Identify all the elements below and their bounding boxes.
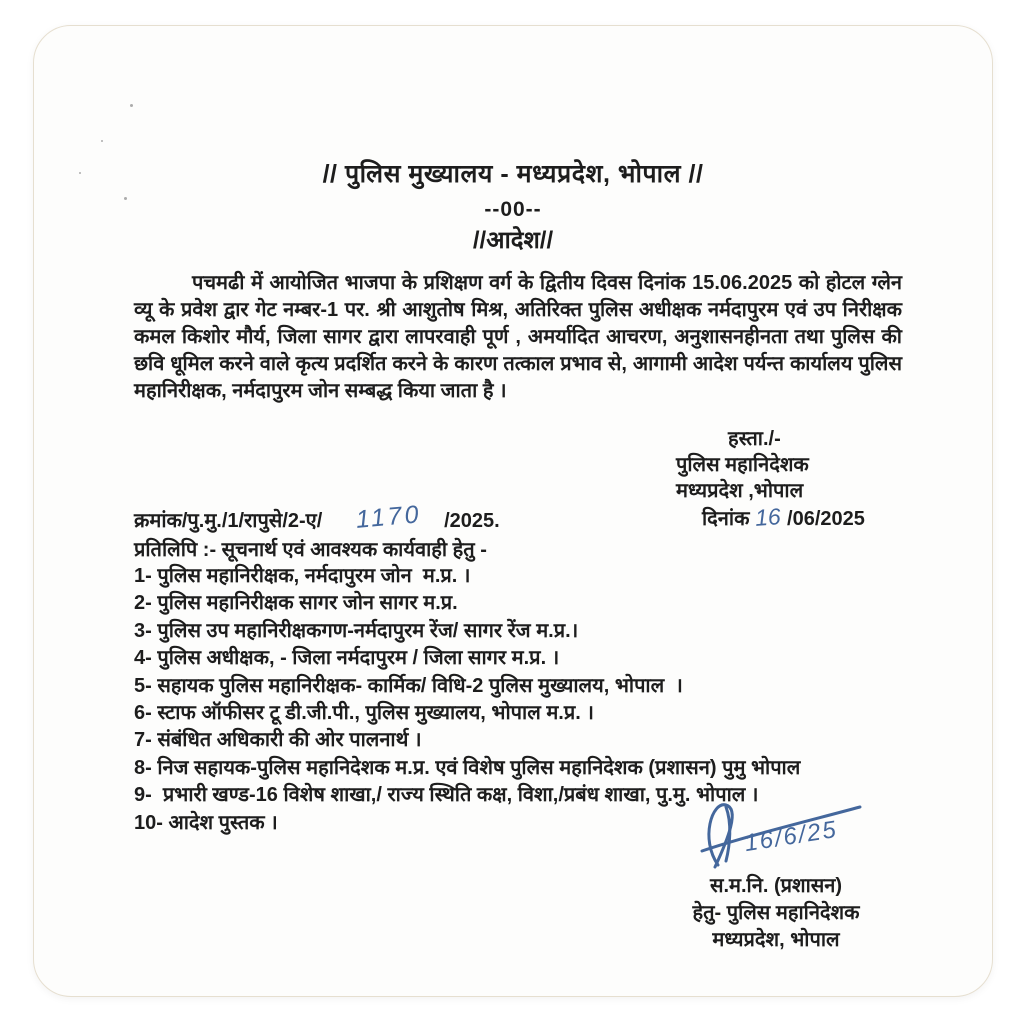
- distribution-item: 10- आदेश पुस्तक ।: [134, 811, 278, 834]
- order-date-line: [676, 504, 926, 532]
- distribution-item: 5- सहायक पुलिस महानिरीक्षक- कार्मिक/ विधि-2 पुलिस मुख्यालय, भोपाल ।: [134, 674, 683, 697]
- handwritten-reference-number: 1170: [354, 500, 423, 534]
- distribution-item: 8- निज सहायक-पुलिस महानिदेशक म.प्र. एवं विशेष पुलिस महानिदेशक (प्रशासन) पुमु भोपाल: [134, 756, 801, 779]
- order-body-paragraph: पचमढी में आयोजित भाजपा के प्रशिक्षण वर्ग के द्वितीय दिवस दिनांक 15.06.2025 को होटल ग्लेन व्यू के प्रवेश द्वार गेट नम्बर-1 पर. श्री आशुतोष मिश्र, अतिरिक्त पुलिस अधीक्षक नर्मदापुरम एवं उप निरीक्षक कमल किशोर मौर्य, जिला सागर द्वारा लापरवाही पूर्ण , अमर्यादित आचरण, अनुशासनहीनता तथा पुलिस की छवि धूमिल करने वाले कृत्य प्रदर्शित करने के कारण तत्काल प्रभाव से, आगामी आदेश पर्यन्त कार्यालय पुलिस महानिरीक्षक, नर्मदापुरम जोन सम्बद्ध किया जाता है ।: [134, 272, 902, 402]
- scan-speck: [124, 197, 127, 200]
- signing-officer-block: [626, 789, 926, 954]
- scanned-document-page: [33, 25, 993, 997]
- handwritten-date-day: 16: [754, 503, 782, 531]
- document-title: // पुलिस मुख्यालय - मध्यप्रदेश, भोपाल //: [322, 160, 704, 188]
- reference-suffix: /2025.: [444, 510, 500, 532]
- copy-to-heading: प्रतिलिपि :- सूचनार्थ एवं आवश्यक कार्यवाही हेतु -: [134, 539, 487, 561]
- distribution-item: 4- पुलिस अधीक्षक, - जिला नर्मदापुरम / जिला सागर म.प्र. ।: [134, 647, 560, 670]
- authority-designation: पुलिस महानिदेशक: [676, 454, 809, 476]
- signer-location: मध्यप्रदेश, भोपाल: [712, 929, 840, 951]
- signed-label: हस्ता./-: [728, 428, 781, 450]
- handwritten-signature-date: 16/6/25: [742, 815, 840, 858]
- authority-signature-block: [676, 426, 926, 532]
- order-heading: //आदेश//: [472, 227, 554, 254]
- distribution-item: 1- पुलिस महानिरीक्षक, नर्मदापुरम जोन म.प्र. ।: [134, 565, 471, 587]
- distribution-item: 3- पुलिस उप महानिरीक्षकगण-नर्मदापुरम रेंज/ सागर रेंज म.प्र.।: [134, 619, 579, 642]
- signer-abbreviation: स.म.नि. (प्रशासन): [709, 875, 843, 897]
- scan-speck: [101, 140, 103, 142]
- distribution-item: 7- संबंधित अधिकारी की ओर पालनार्थ ।: [134, 729, 422, 752]
- reference-prefix: क्रमांक/पु.मु./1/रापुसे/2-ए/: [134, 510, 323, 532]
- distribution-item: 6- स्टाफ ऑफीसर टू डी.जी.पी., पुलिस मुख्यालय, भोपाल म.प्र. ।: [134, 702, 594, 725]
- scan-speck: [79, 172, 81, 174]
- authority-location: मध्यप्रदेश ,भोपाल: [676, 480, 804, 502]
- scan-speck: [130, 104, 133, 107]
- reference-number-line: [134, 500, 500, 534]
- header-separator: --00--: [484, 198, 542, 221]
- date-label: दिनांक: [702, 508, 750, 530]
- date-month-year: /06/2025: [787, 508, 865, 530]
- distribution-item: 9- प्रभारी खण्ड-16 विशेष शाखा,/ राज्य स्थिति कक्ष, विशा,/प्रबंध शाखा, पु.मु. भोपाल ।: [134, 784, 759, 807]
- signer-on-behalf: हेतु- पुलिस महानिदेशक: [692, 902, 860, 924]
- signature-area: [626, 789, 926, 873]
- distribution-item: 2- पुलिस महानिरीक्षक सागर जोन सागर म.प्र.: [134, 592, 458, 615]
